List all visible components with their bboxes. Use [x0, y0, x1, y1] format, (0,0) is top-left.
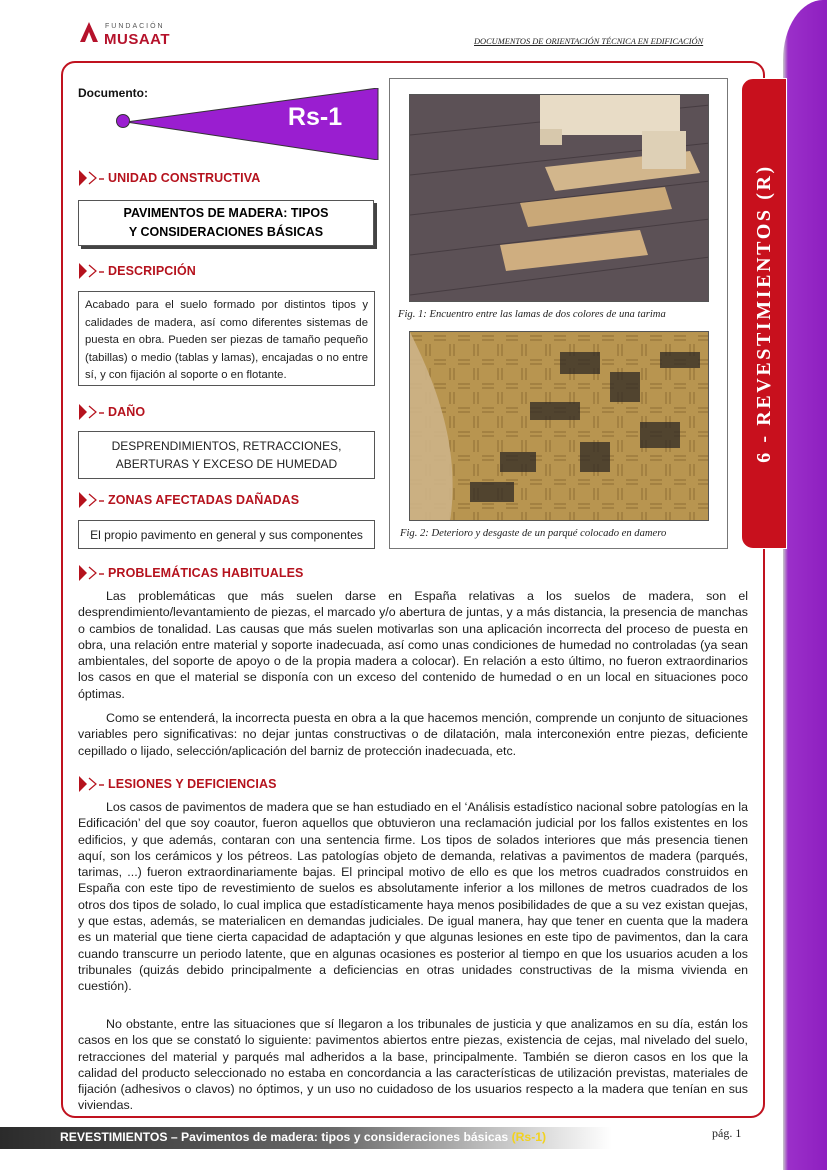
musaat-logo-icon [78, 20, 100, 44]
section-title: LESIONES Y DEFICIENCIAS [108, 777, 277, 791]
zonas-box: El propio pavimento en general y sus componentes [78, 520, 375, 549]
arrow-bullet-icon [78, 775, 106, 793]
section-title: ZONAS AFECTADAS DAÑADAS [108, 493, 300, 507]
section-dano-heading [78, 403, 145, 421]
dano-line-1: DESPRENDIMIENTOS, RETRACCIONES, [111, 439, 342, 453]
arrow-bullet-icon [78, 491, 106, 509]
figure-2-caption: Fig. 2: Deterioro y desgaste de un parqué colocado en damero [400, 528, 667, 539]
logo-name: MUSAAT [104, 31, 171, 48]
footer-code: (Rs-1) [511, 1130, 547, 1144]
section-title: DAÑO [108, 405, 146, 419]
chapter-tab-label: 6 - REVESTIMIENTOS (R) [752, 164, 775, 463]
section-title: DESCRIPCIÓN [108, 264, 196, 278]
figure-1-caption: Fig. 1: Encuentro entre las lamas de dos colores de una tarima [398, 309, 666, 320]
arrow-bullet-icon [78, 564, 106, 582]
section-title: PROBLEMÁTICAS HABITUALES [108, 566, 304, 580]
section-unidad-heading [78, 169, 260, 187]
arrow-bullet-icon [78, 403, 106, 421]
document-code: Rs-1 [287, 103, 343, 131]
photo-parquet [409, 331, 709, 521]
paragraph-problematicas-1: Las problemáticas que más suelen darse en España relativas a los suelos de madera, son el desprendimiento/levantamiento de piezas, el marcado y/o abertura de juntas, y a más distancia, la presencia de manchas o cambios de tonalidad. Las causas que más suelen motivarlas son una aplicación incorrecta del proceso de puesta en obra, una relación entre material y soporte inadecuada, así como unas condiciones de humedad no controladas (ya sean ambientales, del soporte de apoyo o de la propia madera a colocar). En relación a esto último, no fueron extraordinarios los casos en que el material se disponía con un exceso del contenido de humedad o en un local en situaciones poco óptimas. [78, 589, 748, 701]
dano-box [78, 431, 375, 479]
unidad-line-2: Y CONSIDERACIONES BÁSICAS [128, 225, 324, 239]
logo-foundation-text: FUNDACIÓN [105, 23, 165, 30]
photo-wood-planks [409, 94, 709, 302]
page-number: pág. 1 [712, 1126, 742, 1140]
dano-line-2: ABERTURAS Y EXCESO DE HUMEDAD [115, 457, 338, 471]
unidad-line-1: PAVIMENTOS DE MADERA: TIPOS [123, 206, 329, 220]
purple-edge-band [783, 0, 827, 1170]
descripcion-box: Acabado para el suelo formado por distintos tipos y calidades de madera, así como diferentes sistemas de puesta en obra. Pueden ser piezas de tamaño pequeño (tabillas) o medio (tablas y lamas), encajadas o no entre sí, y con fijación al soporte o en flotante. [78, 291, 375, 386]
arrow-bullet-icon [78, 262, 106, 280]
section-descripcion-heading [78, 262, 196, 280]
footer-title [60, 1130, 546, 1144]
section-zonas-heading [78, 491, 299, 509]
footer-text: REVESTIMIENTOS – Pavimentos de madera: tipos y consideraciones básicas [60, 1130, 512, 1144]
section-title: UNIDAD CONSTRUCTIVA [108, 171, 261, 185]
document-label: Documento: [78, 86, 148, 100]
section-lesiones-heading [78, 775, 277, 793]
arrow-bullet-icon [78, 169, 106, 187]
header-note: DOCUMENTOS DE ORIENTACIÓN TÉCNICA EN EDIFICACIÓN [474, 37, 704, 46]
paragraph-lesiones-1: Los casos de pavimentos de madera que se han estudiado en el ‘Análisis estadístico nacional sobre patologías en la Edificación’ del que soy coautor, fueron aquellos que obtuvieron una reclamación judicial por los fallos existentes en los edificios, y que además, contaran con una sentencia firme. Los tipos de solados interiores que más presencia tienen aquí, son los cerámicos y los pétreos. Las patologías objeto de demanda, relativas a pavimentos de madera (parqués, tarimas, ...) fueron extraordinariamente bajas. El principal motivo de ello es que los metros cuadrados construidos en España con este tipo de revestimiento de suelos es absolutamente inferior a los millones de metros cuadrados de los otros dos tipos de solado, lo cual implica que estadísticamente haya menos posibilidades de que a su vez existan quejas, y que estas, además, se materialicen en demandas judiciales. De igual manera, hay que tener en cuenta que la madera es un material que tiene cierta capacidad de adaptación y que algunas lesiones en este tipo de pavimentos, dan la cara cuando transcurre un periodo latente, que en algunas ocasiones es posterior al tiempo en que los usuarios acuden a los tribunales (quizás debido principalmente a deficiencias en otras unidades constructivas de la misma vivienda en cuestión). [78, 800, 748, 994]
paragraph-lesiones-2: No obstante, entre las situaciones que sí llegaron a los tribunales de justicia y que analizamos en su día, están los casos en los que se constató lo siguiente: pavimentos abiertos entre piezas, existencia de cejas, mal nivelado del suelo, retracciones del material y parqués mal adheridos a la base, principalmente. También se dieron casos en los que la calidad del producto seleccionado no estaba en concordancia a las características de utilización previstas, materiales de fijación (adhesivos o clavos) no óptimos, y un uso no cuidadoso de los usuarios respecto a la madera que tenían en sus viviendas. [78, 1017, 748, 1113]
section-problematicas-heading [78, 564, 303, 582]
paragraph-problematicas-2: Como se entenderá, la incorrecta puesta en obra a la que hacemos mención, comprende un conjunto de situaciones variables pero significativas: no dejar juntas constructivas o de dilatación, mala interconexión entre piezas, deficiente cepillado o lijado, selección/aplicación del barniz de protección inadecuada, etc. [78, 711, 748, 758]
unidad-box [78, 200, 374, 246]
